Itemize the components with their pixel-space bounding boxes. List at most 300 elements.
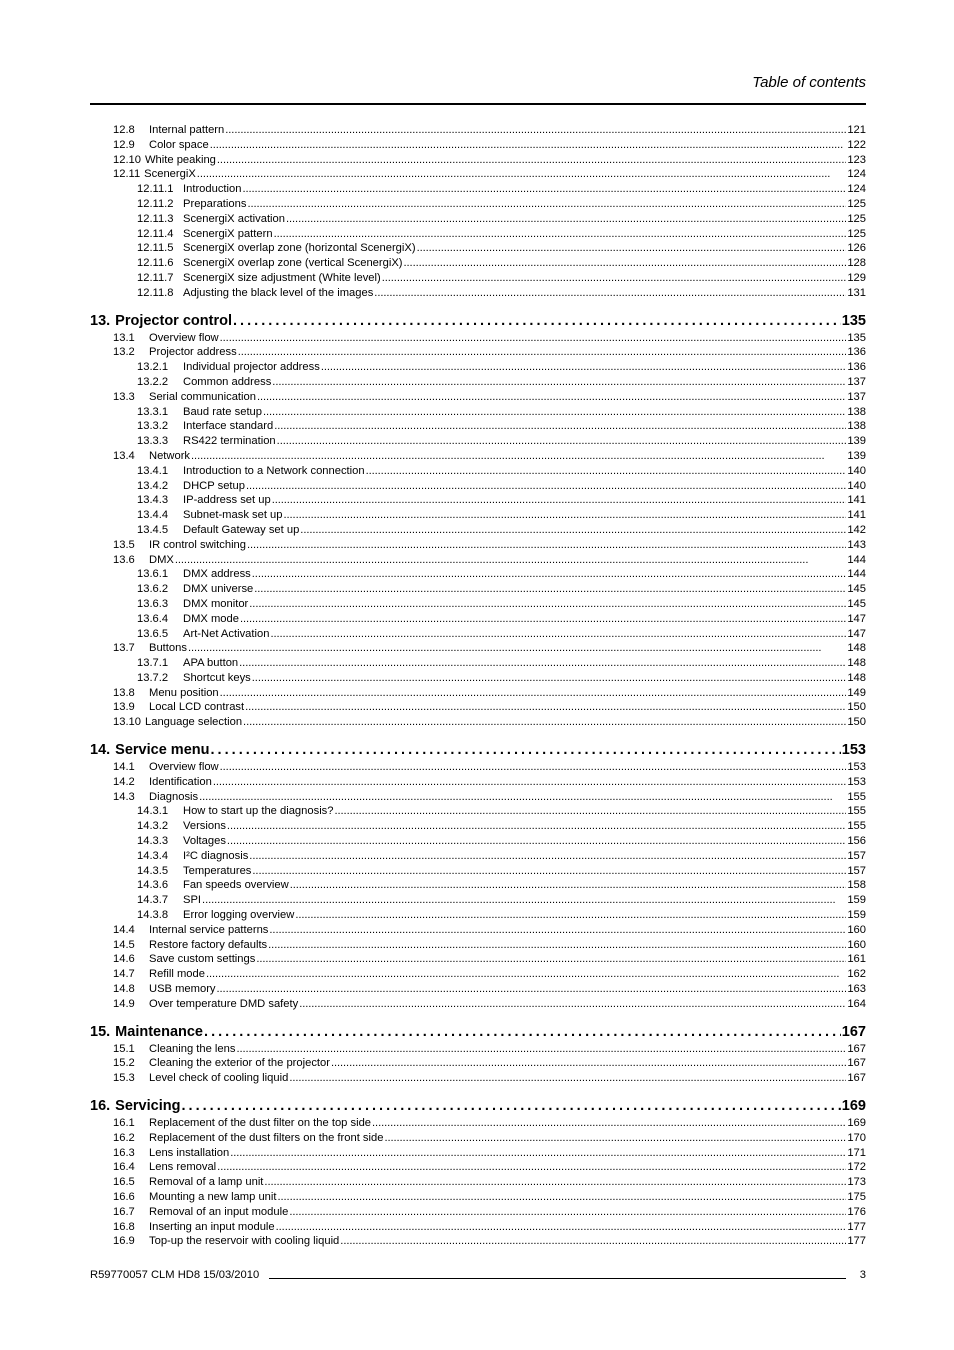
toc-entry-page-number: 141 <box>847 494 866 507</box>
toc-dot-leader <box>220 686 847 701</box>
toc-entry[interactable] <box>113 1175 866 1190</box>
toc-entry[interactable] <box>137 908 866 923</box>
toc-entry-number: 13.7.1 <box>137 657 169 670</box>
toc-dot-leader <box>247 538 846 553</box>
toc-entry-page-number: 143 <box>847 538 866 551</box>
toc-entry[interactable] <box>137 612 866 627</box>
toc-entry-title: ScenergiX size adjustment (White level) <box>183 271 381 284</box>
toc-entry-page-number: 153 <box>841 742 866 759</box>
toc-dot-leader <box>289 1205 846 1220</box>
toc-entry-page-number: 124 <box>847 168 866 181</box>
toc-entry-title: DMX mode <box>183 612 239 625</box>
toc-entry[interactable] <box>137 419 866 434</box>
toc-entry-title: Art-Net Activation <box>183 627 270 640</box>
toc-entry[interactable] <box>137 849 866 864</box>
toc-dot-leader <box>340 1234 846 1249</box>
toc-entry[interactable] <box>137 597 866 612</box>
toc-entry-number: 12.11.2 <box>137 197 174 210</box>
toc-entry-number: 16.2 <box>113 1131 135 1144</box>
toc-entry-title: Adjusting the black level of the images <box>183 286 374 299</box>
toc-entry-title: Cleaning the exterior of the projector <box>149 1057 330 1070</box>
toc-entry-page-number: 159 <box>847 894 866 907</box>
toc-entry-title: Replacement of the dust filter on the top side <box>149 1117 372 1130</box>
toc-entry[interactable] <box>137 227 866 242</box>
toc-entry[interactable] <box>137 464 866 479</box>
toc-entry[interactable] <box>137 804 866 819</box>
toc-entry-number: 13.4.1 <box>137 464 169 477</box>
toc-dot-leader <box>220 760 847 775</box>
toc-entry[interactable] <box>113 1042 866 1057</box>
toc-entry[interactable] <box>137 582 866 597</box>
toc-entry[interactable] <box>137 256 866 271</box>
toc-entry-title: Local LCD contrast <box>149 701 245 714</box>
toc-entry[interactable] <box>137 271 866 286</box>
toc-dot-leader <box>256 952 846 967</box>
toc-dot-leader <box>295 908 846 923</box>
toc-entry-title: Diagnosis <box>149 790 199 803</box>
toc-entry-title: ScenergiX overlap zone (vertical ScenergiX) <box>183 257 403 270</box>
toc-entry-title: Default Gateway set up <box>183 523 300 536</box>
toc-entry-page-number: 125 <box>847 197 866 210</box>
toc-dot-leader <box>206 967 846 982</box>
toc-entry-title: Serial communication <box>149 390 256 403</box>
toc-entry-number: 15.2 <box>113 1057 135 1070</box>
toc-entry[interactable] <box>137 405 866 420</box>
toc-entry[interactable] <box>113 686 866 701</box>
toc-entry-title: Removal of an input module <box>149 1205 289 1218</box>
toc-entry[interactable] <box>113 1116 866 1131</box>
toc-entry[interactable] <box>113 1056 866 1071</box>
toc-entry-number: 14.7 <box>113 968 135 981</box>
table-of-contents <box>0 123 954 1249</box>
toc-entry-number: 15.3 <box>113 1072 135 1085</box>
toc-entry-number: 14.3.3 <box>137 835 169 848</box>
toc-entry[interactable] <box>137 656 866 671</box>
toc-entry[interactable] <box>137 523 866 538</box>
toc-entry-page-number: 139 <box>847 435 866 448</box>
toc-entry-page-number: 157 <box>847 864 866 877</box>
toc-entry-title: Individual projector address <box>183 361 320 374</box>
toc-entry-title: Versions <box>183 820 226 833</box>
toc-entry-title: Temperatures <box>183 864 252 877</box>
toc-entry-page-number: 155 <box>847 805 866 818</box>
toc-dot-leader <box>299 997 846 1012</box>
toc-dot-leader <box>191 449 846 464</box>
toc-entry-page-number: 167 <box>847 1072 866 1085</box>
toc-entry-title: Internal pattern <box>149 124 225 136</box>
toc-entry-title: Internal service patterns <box>149 923 269 936</box>
toc-entry-page-number: 128 <box>847 257 866 270</box>
toc-dot-leader <box>274 419 846 434</box>
toc-entry-page-number: 155 <box>847 790 866 803</box>
toc-entry-number: 16.5 <box>113 1176 135 1189</box>
toc-entry-number: 15.1 <box>113 1042 135 1055</box>
toc-entry-page-number: 144 <box>847 568 866 581</box>
toc-entry-title: Service menu <box>115 742 210 759</box>
toc-entry-page-number: 161 <box>847 953 866 966</box>
toc-entry-page-number: 147 <box>847 627 866 640</box>
toc-dot-leader <box>335 804 847 819</box>
toc-entry-title: Common address <box>183 375 272 388</box>
toc-dot-leader <box>264 1175 846 1190</box>
toc-dot-leader <box>404 256 847 271</box>
toc-entry-number: 14.3.4 <box>137 849 169 862</box>
toc-entry[interactable] <box>113 538 866 553</box>
toc-entry-page-number: 149 <box>847 686 866 699</box>
toc-dot-leader <box>249 849 846 864</box>
toc-dot-leader <box>300 523 846 538</box>
toc-chapter-entry[interactable] <box>90 1022 866 1042</box>
toc-entry[interactable] <box>113 641 866 656</box>
toc-dot-leader <box>417 241 847 256</box>
toc-entry-title: ScenergiX <box>144 168 196 181</box>
toc-dot-leader <box>233 311 841 331</box>
toc-entry-title: ScenergiX pattern <box>183 227 273 240</box>
toc-entry-number: 14.1 <box>113 761 135 774</box>
toc-entry-number: 13.3.1 <box>137 405 169 418</box>
toc-entry[interactable] <box>113 1190 866 1205</box>
toc-entry-page-number: 148 <box>847 671 866 684</box>
toc-entry-title: Mounting a new lamp unit <box>149 1191 277 1203</box>
toc-entry-title: How to start up the diagnosis? <box>183 805 334 818</box>
toc-entry[interactable] <box>137 864 866 879</box>
toc-dot-leader <box>272 375 846 390</box>
toc-entry-page-number: 140 <box>847 479 866 492</box>
toc-entry-title: Menu position <box>149 686 219 699</box>
toc-entry-page-number: 175 <box>847 1191 866 1203</box>
toc-entry-title: Fan speeds overview <box>183 879 289 892</box>
toc-entry-title: Top-up the reservoir with cooling liquid <box>149 1235 340 1248</box>
toc-entry-page-number: 126 <box>847 242 866 255</box>
toc-entry-title: Refill mode <box>149 968 205 981</box>
toc-entry-number: 13.6.4 <box>137 612 169 625</box>
toc-dot-leader <box>210 138 847 153</box>
toc-dot-leader <box>188 641 846 656</box>
toc-entry-page-number: 153 <box>847 775 866 788</box>
toc-entry-number: 12.11.7 <box>137 271 174 284</box>
toc-entry-number: 13.7 <box>113 642 135 655</box>
toc-entry-title: Over temperature DMD safety <box>149 997 299 1010</box>
toc-dot-leader <box>331 1056 846 1071</box>
toc-entry[interactable] <box>113 1071 866 1086</box>
toc-dot-leader <box>274 227 847 242</box>
toc-entry[interactable] <box>137 878 866 893</box>
toc-entry-page-number: 129 <box>847 271 866 284</box>
toc-dot-leader <box>239 656 846 671</box>
toc-entry-number: 13.10 <box>113 716 141 729</box>
toc-entry[interactable] <box>113 153 866 168</box>
toc-chapter-entry[interactable] <box>90 740 866 760</box>
toc-entry-number: 13.6.3 <box>137 597 169 610</box>
toc-entry-title: White peaking <box>145 153 216 166</box>
toc-entry-number: 12.11.5 <box>137 242 174 255</box>
toc-entry-number: 16.6 <box>113 1191 135 1203</box>
toc-entry-page-number: 138 <box>847 405 866 418</box>
toc-entry-title: Interface standard <box>183 420 274 433</box>
toc-entry-number: 13.4.5 <box>137 523 169 536</box>
toc-entry-title: Lens installation <box>149 1146 230 1159</box>
toc-entry-page-number: 177 <box>847 1220 866 1233</box>
toc-entry-title: RS422 termination <box>183 435 276 448</box>
toc-entry-page-number: 139 <box>847 449 866 462</box>
toc-dot-leader <box>254 582 846 597</box>
toc-entry[interactable] <box>113 449 866 464</box>
toc-entry[interactable] <box>137 286 866 301</box>
toc-entry-title: Level check of cooling liquid <box>149 1072 289 1085</box>
page-footer <box>90 1269 866 1281</box>
toc-dot-leader <box>227 819 846 834</box>
toc-entry-title: DMX <box>149 553 174 566</box>
toc-entry-number: 12.11.6 <box>137 257 174 270</box>
toc-entry-page-number: 167 <box>847 1042 866 1055</box>
toc-entry[interactable] <box>113 997 866 1012</box>
toc-entry-title: IP-address set up <box>183 494 271 507</box>
toc-entry-title: I²C diagnosis <box>183 849 249 862</box>
toc-entry-page-number: 153 <box>847 761 866 774</box>
toc-entry-page-number: 159 <box>847 909 866 922</box>
toc-entry-title: Introduction <box>183 183 242 196</box>
toc-dot-leader <box>217 153 846 168</box>
toc-entry-title: Replacement of the dust filters on the front side <box>149 1131 384 1144</box>
toc-entry-title: Save custom settings <box>149 953 256 966</box>
toc-entry-number: 14.5 <box>113 938 135 951</box>
toc-entry-number: 12.11.3 <box>137 212 174 225</box>
toc-entry[interactable] <box>113 167 866 182</box>
toc-entry[interactable] <box>137 893 866 908</box>
toc-dot-leader <box>286 212 846 227</box>
toc-dot-leader <box>220 331 847 346</box>
toc-entry-title: Identification <box>149 775 212 788</box>
toc-entry-page-number: 167 <box>847 1057 866 1070</box>
toc-entry-number: 16.9 <box>113 1235 135 1248</box>
toc-entry-title: Projector control <box>115 312 232 329</box>
toc-entry-number: 12.11 <box>113 168 141 181</box>
toc-dot-leader <box>213 775 847 790</box>
toc-entry-number: 13.2 <box>113 346 135 359</box>
toc-entry[interactable] <box>113 760 866 775</box>
toc-entry-number: 13.2.1 <box>137 361 169 374</box>
toc-dot-leader <box>277 434 847 449</box>
toc-entry-page-number: 141 <box>847 509 866 522</box>
toc-dot-leader <box>175 553 846 568</box>
toc-dot-leader <box>270 627 846 642</box>
toc-entry[interactable] <box>113 715 866 730</box>
toc-dot-leader <box>374 286 846 301</box>
toc-entry-title: Shortcut keys <box>183 671 251 684</box>
toc-entry-page-number: 123 <box>847 153 866 166</box>
toc-dot-leader <box>384 1131 846 1146</box>
toc-entry-title: Cleaning the lens <box>149 1042 236 1055</box>
toc-entry-title: Preparations <box>183 197 247 210</box>
toc-entry-title: Voltages <box>183 835 226 848</box>
toc-entry-title: USB memory <box>149 983 216 996</box>
toc-entry-number: 16.7 <box>113 1205 135 1218</box>
toc-entry-number: 14.9 <box>113 997 135 1010</box>
toc-entry[interactable] <box>137 627 866 642</box>
toc-entry-number: 14.4 <box>113 923 135 936</box>
toc-entry[interactable] <box>113 790 866 805</box>
toc-entry[interactable] <box>113 123 866 138</box>
toc-entry[interactable] <box>137 434 866 449</box>
toc-entry-page-number: 162 <box>847 968 866 981</box>
toc-dot-leader <box>236 1042 846 1057</box>
toc-dot-leader <box>272 493 847 508</box>
toc-entry-page-number: 122 <box>847 138 866 151</box>
footer-page-number: 3 <box>859 1269 866 1281</box>
toc-entry-number: 13.8 <box>113 686 135 699</box>
toc-entry-number: 14.3 <box>113 790 135 803</box>
toc-entry[interactable] <box>137 360 866 375</box>
toc-entry[interactable] <box>113 952 866 967</box>
toc-dot-leader <box>249 597 846 612</box>
toc-entry[interactable] <box>113 982 866 997</box>
toc-entry-number: 14.3.6 <box>137 879 169 892</box>
toc-entry[interactable] <box>137 212 866 227</box>
toc-entry[interactable] <box>113 345 866 360</box>
toc-entry-number: 16. <box>90 1098 111 1115</box>
toc-dot-leader <box>204 1022 841 1042</box>
toc-entry-page-number: 157 <box>847 849 866 862</box>
page-header-title: Table of contents <box>752 74 866 91</box>
toc-entry-number: 16.3 <box>113 1146 135 1159</box>
toc-entry-page-number: 136 <box>847 361 866 374</box>
toc-dot-leader <box>290 878 847 893</box>
toc-entry[interactable] <box>137 834 866 849</box>
toc-entry[interactable] <box>137 508 866 523</box>
toc-entry[interactable] <box>137 182 866 197</box>
toc-dot-leader <box>257 390 846 405</box>
toc-dot-leader <box>246 479 846 494</box>
toc-entry[interactable] <box>113 553 866 568</box>
toc-entry[interactable] <box>113 700 866 715</box>
toc-entry-title: Overview flow <box>149 331 219 344</box>
toc-entry[interactable] <box>137 671 866 686</box>
toc-entry-number: 12.11.4 <box>137 227 174 240</box>
toc-entry-page-number: 125 <box>847 227 866 240</box>
toc-entry-page-number: 147 <box>847 612 866 625</box>
toc-entry-title: Baud rate setup <box>183 405 262 418</box>
toc-entry-title: Projector address <box>149 346 237 359</box>
toc-entry[interactable] <box>113 331 866 346</box>
toc-dot-leader <box>252 671 847 686</box>
toc-entry-page-number: 138 <box>847 420 866 433</box>
toc-entry-number: 13.1 <box>113 331 135 344</box>
toc-entry-page-number: 171 <box>847 1146 866 1159</box>
toc-entry[interactable] <box>113 938 866 953</box>
toc-entry[interactable] <box>113 967 866 982</box>
toc-dot-leader <box>247 197 846 212</box>
toc-entry-page-number: 137 <box>847 375 866 388</box>
toc-entry-number: 13.4.4 <box>137 509 169 522</box>
toc-dot-leader <box>199 790 846 805</box>
toc-entry-number: 14.3.2 <box>137 820 169 833</box>
toc-entry-page-number: 148 <box>847 657 866 670</box>
toc-entry-page-number: 169 <box>847 1117 866 1130</box>
toc-entry-number: 14. <box>90 742 111 759</box>
toc-entry[interactable] <box>137 819 866 834</box>
toc-dot-leader <box>289 1071 846 1086</box>
toc-entry[interactable] <box>137 567 866 582</box>
toc-entry-title: DHCP setup <box>183 479 245 492</box>
toc-entry-title: SPI <box>183 894 202 907</box>
toc-dot-leader <box>217 982 847 997</box>
toc-dot-leader <box>238 345 847 360</box>
toc-dot-leader <box>181 1096 840 1116</box>
toc-entry-number: 12.9 <box>113 138 135 151</box>
toc-entry-page-number: 131 <box>847 286 866 299</box>
toc-entry-title: Color space <box>149 138 209 151</box>
toc-entry-number: 13.6.5 <box>137 627 169 640</box>
toc-entry[interactable] <box>137 493 866 508</box>
toc-dot-leader <box>225 123 846 138</box>
toc-entry[interactable] <box>113 923 866 938</box>
toc-entry-title: Subnet-mask set up <box>183 509 283 522</box>
toc-entry-title: DMX address <box>183 568 251 581</box>
toc-entry-number: 14.8 <box>113 983 135 996</box>
toc-entry-number: 13.3.3 <box>137 435 169 448</box>
header-divider <box>90 103 866 105</box>
toc-chapter-entry[interactable] <box>90 311 866 331</box>
toc-entry-title: Error logging overview <box>183 909 295 922</box>
toc-entry-number: 14.3.7 <box>137 894 169 907</box>
toc-dot-leader <box>278 1190 847 1205</box>
toc-entry-page-number: 176 <box>847 1205 866 1218</box>
toc-entry-page-number: 158 <box>847 879 866 892</box>
toc-dot-leader <box>382 271 847 286</box>
toc-dot-leader <box>227 834 846 849</box>
toc-dot-leader <box>252 864 846 879</box>
toc-entry[interactable] <box>113 1160 866 1175</box>
toc-dot-leader <box>276 1220 847 1235</box>
toc-dot-leader <box>202 893 846 908</box>
toc-entry[interactable] <box>113 138 866 153</box>
toc-entry-title: Inserting an input module <box>149 1220 275 1233</box>
toc-entry[interactable] <box>113 1220 866 1235</box>
toc-entry-page-number: 172 <box>847 1161 866 1174</box>
toc-dot-leader <box>217 1160 846 1175</box>
toc-entry-page-number: 155 <box>847 820 866 833</box>
toc-entry[interactable] <box>113 1146 866 1161</box>
toc-entry-title: APA button <box>183 657 239 670</box>
toc-entry-title: ScenergiX activation <box>183 212 285 225</box>
toc-entry-title: IR control switching <box>149 538 246 551</box>
toc-entry[interactable] <box>137 479 866 494</box>
toc-entry[interactable] <box>137 197 866 212</box>
toc-dot-leader <box>269 923 846 938</box>
toc-entry[interactable] <box>113 775 866 790</box>
toc-entry[interactable] <box>113 390 866 405</box>
toc-entry-title: Network <box>149 449 191 462</box>
toc-entry[interactable] <box>113 1234 866 1249</box>
toc-entry[interactable] <box>113 1131 866 1146</box>
toc-chapter-entry[interactable] <box>90 1096 866 1116</box>
toc-entry[interactable] <box>137 241 866 256</box>
toc-entry[interactable] <box>113 1205 866 1220</box>
toc-entry-page-number: 137 <box>847 390 866 403</box>
toc-entry-page-number: 144 <box>847 553 866 566</box>
toc-entry-title: Servicing <box>115 1098 181 1115</box>
toc-entry[interactable] <box>137 375 866 390</box>
toc-dot-leader <box>245 700 846 715</box>
toc-entry-page-number: 125 <box>847 212 866 225</box>
toc-entry-number: 15. <box>90 1023 111 1040</box>
toc-entry-number: 14.2 <box>113 775 135 788</box>
toc-dot-leader <box>252 567 847 582</box>
toc-entry-number: 12.10 <box>113 153 141 166</box>
toc-dot-leader <box>230 1146 846 1161</box>
toc-entry-page-number: 164 <box>847 997 866 1010</box>
toc-entry-title: Buttons <box>149 642 187 655</box>
